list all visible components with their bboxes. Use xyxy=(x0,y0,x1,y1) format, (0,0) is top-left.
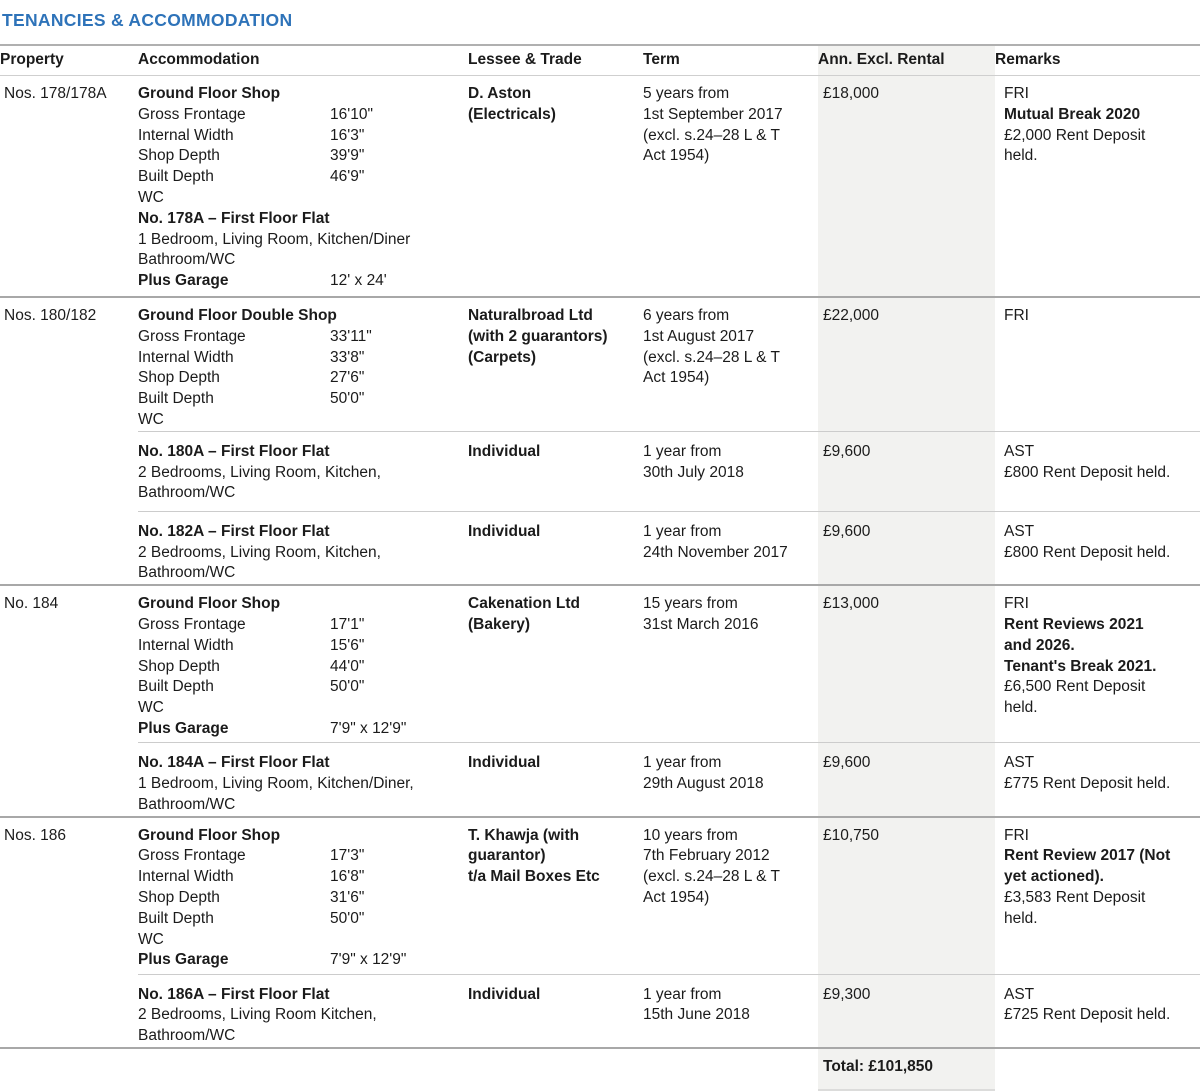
property-label: Nos. 186 xyxy=(4,826,67,844)
col-header-property: Property xyxy=(0,51,64,68)
accommodation-cell xyxy=(138,511,468,584)
total-rental-cell xyxy=(818,1049,995,1091)
rental-cell xyxy=(818,511,995,584)
rental-value: £13,000 xyxy=(823,595,880,613)
col-header-term: Term xyxy=(643,51,680,68)
lessee-line: guarantor) xyxy=(468,847,546,865)
term-line: 1 year from xyxy=(643,442,722,460)
table-header xyxy=(0,44,1200,76)
acc-line: WC xyxy=(138,410,164,428)
accommodation-cell xyxy=(138,742,468,815)
property-cell xyxy=(0,511,138,584)
dim-value: 50'0" xyxy=(330,678,365,696)
lessee-line: (with 2 guarantors) xyxy=(468,327,608,345)
lessee-line: Individual xyxy=(468,754,541,772)
dim-row xyxy=(138,105,468,126)
acc-heading: Ground Floor Shop xyxy=(138,826,281,844)
dim-value: 44'0" xyxy=(330,657,365,675)
dim-label: Shop Depth xyxy=(138,147,220,165)
acc-heading: No. 180A – First Floor Flat xyxy=(138,442,330,460)
remarks-cell xyxy=(995,974,1200,1047)
remark-line: £3,583 Rent Deposit xyxy=(1004,888,1146,906)
tenancy-row-186 xyxy=(0,816,1200,974)
rental-value: £9,600 xyxy=(823,754,871,772)
term-cell xyxy=(643,742,818,815)
term-line: (excl. s.24–28 L & T xyxy=(643,126,780,144)
remark-line: AST xyxy=(1004,985,1035,1003)
acc-heading: No. 186A – First Floor Flat xyxy=(138,985,330,1003)
dim-row xyxy=(138,146,468,167)
dim-row xyxy=(138,636,468,657)
tenancy-row-182A xyxy=(0,511,1200,584)
acc-heading: Ground Floor Shop xyxy=(138,595,281,613)
lessee-cell xyxy=(468,76,643,296)
acc-line: 1 Bedroom, Living Room, Kitchen/Diner, xyxy=(138,774,414,792)
dim-value: 50'0" xyxy=(330,909,365,927)
property-cell xyxy=(0,586,138,742)
col-header-accommodation: Accommodation xyxy=(138,51,260,68)
term-line: 15th June 2018 xyxy=(643,1006,750,1024)
accommodation-cell xyxy=(138,431,468,511)
col-header-remarks: Remarks xyxy=(995,51,1061,68)
acc-line: 2 Bedrooms, Living Room Kitchen, xyxy=(138,1006,377,1024)
remarks-cell xyxy=(995,1049,1200,1091)
rental-value: £9,600 xyxy=(823,442,871,460)
lessee-line: Individual xyxy=(468,522,541,540)
dim-value: 16'3" xyxy=(330,126,365,144)
dim-label: Built Depth xyxy=(138,168,214,186)
property-cell xyxy=(0,76,138,296)
total-row xyxy=(0,1047,1200,1091)
dim-value: 15'6" xyxy=(330,636,365,654)
remark-line: FRI xyxy=(1004,595,1029,613)
remark-line: held. xyxy=(1004,909,1038,927)
remarks-cell xyxy=(995,431,1200,511)
property-cell xyxy=(0,1049,138,1091)
tenancy-row-184 xyxy=(0,584,1200,742)
term-line: 30th July 2018 xyxy=(643,463,744,481)
term-line: 1st September 2017 xyxy=(643,105,783,123)
rental-cell xyxy=(818,586,995,742)
remarks-cell xyxy=(995,511,1200,584)
remark-line: £775 Rent Deposit held. xyxy=(1004,774,1171,792)
page-title: TENANCIES & ACCOMMODATION xyxy=(2,10,293,30)
remark-line: £800 Rent Deposit held. xyxy=(1004,543,1171,561)
dim-row xyxy=(138,348,468,369)
dim-value: 39'9" xyxy=(330,147,365,165)
lessee-line: Naturalbroad Ltd xyxy=(468,307,593,324)
dim-value: 16'8" xyxy=(330,868,365,886)
property-cell xyxy=(0,298,138,431)
dim-label: Shop Depth xyxy=(138,369,220,387)
dim-label: Internal Width xyxy=(138,868,234,886)
acc-line: Bathroom/WC xyxy=(138,564,236,582)
lessee-line: D. Aston xyxy=(468,85,532,102)
dim-row xyxy=(138,271,468,292)
term-cell xyxy=(643,586,818,742)
dim-row xyxy=(138,888,468,909)
accommodation-cell xyxy=(138,1049,468,1091)
tenancy-row-186A xyxy=(0,974,1200,1047)
dim-value: 17'3" xyxy=(330,847,365,865)
rental-value: £18,000 xyxy=(823,85,880,102)
dim-label: Gross Frontage xyxy=(138,847,246,865)
remark-line: £725 Rent Deposit held. xyxy=(1004,1006,1171,1024)
acc-line: 1 Bedroom, Living Room, Kitchen/Diner xyxy=(138,230,411,248)
term-cell xyxy=(643,76,818,296)
dim-label: Built Depth xyxy=(138,678,214,696)
tenancy-row-180A xyxy=(0,431,1200,511)
dim-label: Internal Width xyxy=(138,348,234,366)
remark-line: Rent Review 2017 (Not xyxy=(1004,847,1171,865)
remarks-cell xyxy=(995,742,1200,815)
term-cell xyxy=(643,298,818,431)
remarks-cell xyxy=(995,586,1200,742)
lessee-line: Individual xyxy=(468,985,541,1003)
remark-line: yet actioned). xyxy=(1004,868,1104,886)
term-line: Act 1954) xyxy=(643,147,710,165)
dim-row xyxy=(138,389,468,410)
accommodation-cell xyxy=(138,298,468,431)
property-cell xyxy=(0,742,138,815)
lessee-cell xyxy=(468,818,643,974)
acc-line: Bathroom/WC xyxy=(138,795,236,813)
term-line: 31st March 2016 xyxy=(643,615,759,633)
remark-line: AST xyxy=(1004,442,1035,460)
dim-value: 50'0" xyxy=(330,390,365,408)
rental-cell xyxy=(818,742,995,815)
col-header-lessee: Lessee & Trade xyxy=(468,51,582,68)
dim-label: Internal Width xyxy=(138,126,234,144)
remark-line: held. xyxy=(1004,147,1038,165)
term-line: Act 1954) xyxy=(643,888,710,906)
property-cell xyxy=(0,818,138,974)
acc-heading: Ground Floor Shop xyxy=(138,85,281,102)
property-cell xyxy=(0,431,138,511)
dim-value: 33'11" xyxy=(330,327,372,345)
acc-line: Bathroom/WC xyxy=(138,484,236,502)
dim-value: 12' x 24' xyxy=(330,272,387,290)
term-cell xyxy=(643,818,818,974)
acc-heading: No. 182A – First Floor Flat xyxy=(138,522,330,540)
acc-line: 2 Bedrooms, Living Room, Kitchen, xyxy=(138,543,381,561)
lessee-cell xyxy=(468,742,643,815)
dim-label: Plus Garage xyxy=(138,719,229,737)
lessee-line: T. Khawja (with xyxy=(468,826,580,844)
acc-line: WC xyxy=(138,699,164,717)
dim-label: Gross Frontage xyxy=(138,615,246,633)
remarks-cell xyxy=(995,298,1200,431)
lessee-line: Individual xyxy=(468,442,541,460)
dim-value: 7'9" x 12'9" xyxy=(330,719,407,737)
dim-row xyxy=(138,615,468,636)
remark-line: Mutual Break 2020 xyxy=(1004,105,1141,123)
tenancy-row-178 xyxy=(0,76,1200,296)
acc-line: WC xyxy=(138,930,164,948)
rental-cell xyxy=(818,298,995,431)
dim-row xyxy=(138,846,468,867)
dim-label: Shop Depth xyxy=(138,888,220,906)
remarks-cell xyxy=(995,818,1200,974)
term-line: 6 years from xyxy=(643,307,730,324)
dim-value: 16'10" xyxy=(330,105,373,123)
remark-line: and 2026. xyxy=(1004,636,1075,654)
remark-line: £2,000 Rent Deposit xyxy=(1004,126,1146,144)
term-line: (excl. s.24–28 L & T xyxy=(643,348,780,366)
property-label: No. 184 xyxy=(4,595,59,613)
term-line: 29th August 2018 xyxy=(643,774,764,792)
property-label: Nos. 178/178A xyxy=(4,85,107,102)
lessee-cell xyxy=(468,431,643,511)
acc-heading: Ground Floor Double Shop xyxy=(138,307,337,324)
rental-cell xyxy=(818,76,995,296)
dim-row xyxy=(138,327,468,348)
remark-line: FRI xyxy=(1004,307,1029,324)
acc-line: Bathroom/WC xyxy=(138,1027,236,1045)
lessee-cell xyxy=(468,511,643,584)
dim-label: Built Depth xyxy=(138,390,214,408)
dim-label: Plus Garage xyxy=(138,951,229,969)
dim-label: Plus Garage xyxy=(138,272,229,290)
dim-row xyxy=(138,909,468,930)
lessee-cell xyxy=(468,974,643,1047)
dim-value: 7'9" x 12'9" xyxy=(330,951,407,969)
lessee-line: (Bakery) xyxy=(468,615,531,633)
lessee-line: (Electricals) xyxy=(468,105,556,123)
remarks-cell xyxy=(995,76,1200,296)
accommodation-cell xyxy=(138,76,468,296)
dim-value: 33'8" xyxy=(330,348,365,366)
acc-line: 2 Bedrooms, Living Room, Kitchen, xyxy=(138,463,381,481)
tenancy-row-184A xyxy=(0,742,1200,815)
acc-heading: No. 184A – First Floor Flat xyxy=(138,754,330,772)
dim-row xyxy=(138,167,468,188)
term-line: 24th November 2017 xyxy=(643,543,788,561)
accommodation-cell xyxy=(138,818,468,974)
dim-row xyxy=(138,657,468,678)
term-line: 10 years from xyxy=(643,826,738,844)
remark-line: FRI xyxy=(1004,826,1029,844)
term-line: Act 1954) xyxy=(643,369,710,387)
dim-row xyxy=(138,677,468,698)
rental-value: £9,600 xyxy=(823,522,871,540)
lessee-cell xyxy=(468,1049,643,1091)
remark-line: held. xyxy=(1004,699,1038,717)
rental-cell xyxy=(818,818,995,974)
rental-value: £22,000 xyxy=(823,307,880,324)
term-line: 7th February 2012 xyxy=(643,847,770,865)
tenancy-row-180-182 xyxy=(0,296,1200,431)
remark-line: Tenant's Break 2021. xyxy=(1004,657,1157,675)
rental-value: £10,750 xyxy=(823,826,880,844)
term-line: 1 year from xyxy=(643,522,722,540)
acc-heading: No. 178A – First Floor Flat xyxy=(138,209,330,227)
accommodation-cell xyxy=(138,974,468,1047)
dim-value: 46'9" xyxy=(330,168,365,186)
remark-line: AST xyxy=(1004,522,1035,540)
lessee-line: t/a Mail Boxes Etc xyxy=(468,868,600,886)
accommodation-cell xyxy=(138,586,468,742)
remark-line: FRI xyxy=(1004,85,1029,102)
dim-label: Gross Frontage xyxy=(138,327,246,345)
dim-row xyxy=(138,719,468,740)
lessee-line: (Carpets) xyxy=(468,348,537,366)
dim-value: 17'1" xyxy=(330,615,365,633)
dim-label: Internal Width xyxy=(138,636,234,654)
dim-label: Gross Frontage xyxy=(138,105,246,123)
term-line: 5 years from xyxy=(643,85,730,102)
rental-value: £9,300 xyxy=(823,985,871,1003)
acc-line: WC xyxy=(138,188,164,206)
lessee-cell xyxy=(468,586,643,742)
lessee-cell xyxy=(468,298,643,431)
total-value: Total: £101,850 xyxy=(823,1057,933,1075)
term-line: 1st August 2017 xyxy=(643,327,755,345)
term-line: 15 years from xyxy=(643,595,738,613)
property-cell xyxy=(0,974,138,1047)
remark-line: AST xyxy=(1004,754,1035,772)
col-header-rental: Ann. Excl. Rental xyxy=(818,46,995,75)
dim-row xyxy=(138,867,468,888)
term-cell xyxy=(643,1049,818,1091)
dim-label: Built Depth xyxy=(138,909,214,927)
term-line: 1 year from xyxy=(643,754,722,772)
dim-row xyxy=(138,950,468,971)
remark-line: £800 Rent Deposit held. xyxy=(1004,463,1171,481)
term-cell xyxy=(643,431,818,511)
dim-row xyxy=(138,368,468,389)
lessee-line: Cakenation Ltd xyxy=(468,595,580,613)
dim-value: 31'6" xyxy=(330,888,365,906)
property-label: Nos. 180/182 xyxy=(4,307,97,324)
remark-line: Rent Reviews 2021 xyxy=(1004,615,1144,633)
term-cell xyxy=(643,974,818,1047)
acc-line: Bathroom/WC xyxy=(138,251,236,269)
remark-line: £6,500 Rent Deposit xyxy=(1004,678,1146,696)
rental-cell xyxy=(818,431,995,511)
term-line: (excl. s.24–28 L & T xyxy=(643,868,780,886)
dim-label: Shop Depth xyxy=(138,657,220,675)
dim-value: 27'6" xyxy=(330,369,365,387)
rental-cell xyxy=(818,974,995,1047)
term-cell xyxy=(643,511,818,584)
term-line: 1 year from xyxy=(643,985,722,1003)
dim-row xyxy=(138,126,468,147)
